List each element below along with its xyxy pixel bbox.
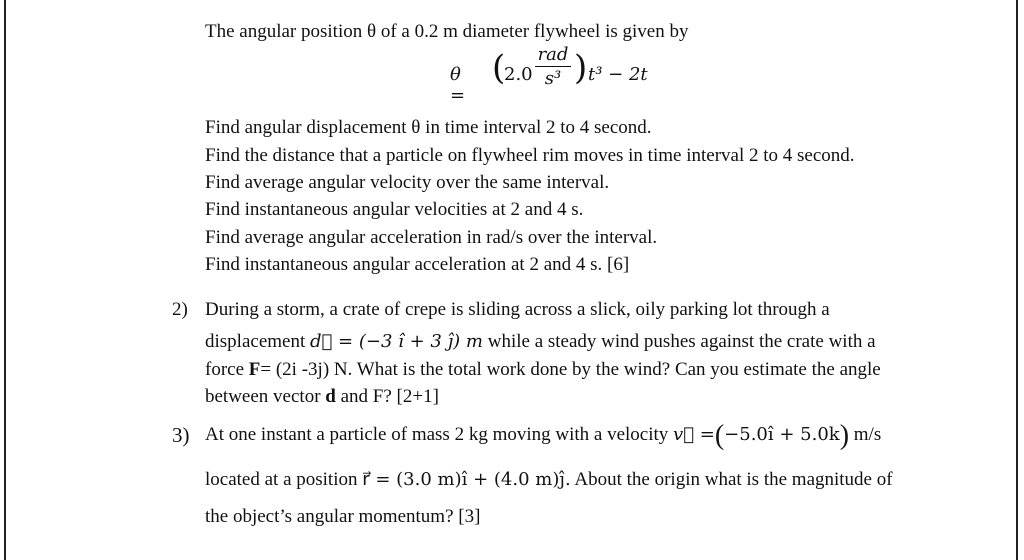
q2-line-2-a: displacement bbox=[205, 331, 306, 352]
eq-fraction bbox=[534, 44, 572, 89]
eq-numerator: rad bbox=[537, 44, 569, 65]
q3-line-1 bbox=[205, 420, 882, 451]
q3-number: 3) bbox=[172, 423, 190, 447]
task-3: Find average angular velocity over the same interval. bbox=[205, 172, 610, 193]
eq-coef: 2.0 bbox=[504, 64, 533, 85]
task-6: Find instantaneous angular acceleration at 2 and 4 s. [6] bbox=[205, 254, 630, 275]
q3-line-2-b: About the origin what is the magnitude of bbox=[574, 469, 893, 490]
q3-velocity-symbol: v⃗ = bbox=[673, 424, 715, 445]
q2-d-symbol: d bbox=[325, 386, 336, 407]
q2-line-4 bbox=[205, 386, 439, 408]
q3-line-3: the object’s angular momentum? [3] bbox=[205, 506, 481, 527]
q2-line-3-a: force bbox=[205, 359, 245, 380]
q2-line-3-b: = (2i -3j) N. What is the total work done by the wind? Can you estimate the angle bbox=[260, 359, 881, 380]
q3-close-paren: ) bbox=[839, 420, 850, 451]
q3-velocity-unit: m/s bbox=[853, 424, 882, 445]
q2-force-symbol: F bbox=[248, 359, 261, 380]
q2-line-4-b: and F? [2+1] bbox=[340, 386, 439, 407]
q2-line-3 bbox=[205, 359, 881, 381]
q3-line-1-a: At one instant a particle of mass 2 kg moving with a velocity bbox=[205, 424, 669, 445]
task-1: Find angular displacement θ in time interval 2 to 4 second. bbox=[205, 117, 652, 138]
q2-line-2 bbox=[205, 331, 876, 353]
q2-line-1: During a storm, a crate of crepe is sliding across a slick, oily parking lot through a bbox=[205, 299, 830, 320]
task-4: Find instantaneous angular velocities at 2 and 4 s. bbox=[205, 199, 584, 220]
q3-line-2-a: located at a position bbox=[205, 469, 358, 490]
q2-number: 2) bbox=[172, 299, 188, 320]
intro-text: The angular position θ of a 0.2 m diameter flywheel is given by bbox=[205, 21, 689, 42]
q2-displacement-vector: d⃗ = (−3 î + 3 ĵ) m bbox=[310, 331, 483, 352]
eq-open-paren: ( bbox=[492, 48, 506, 88]
q3-line-2 bbox=[205, 469, 893, 491]
left-border bbox=[4, 0, 6, 560]
task-5: Find average angular acceleration in rad/s over the interval. bbox=[205, 227, 658, 248]
task-2: Find the distance that a particle on flywheel rim moves in time interval 2 to 4 second. bbox=[205, 145, 855, 166]
q3-position-vector: r⃗ = (3.0 m)î + (4.0 m)ĵ. bbox=[362, 469, 571, 490]
eq-fraction-bar bbox=[535, 66, 571, 67]
eq-denominator: s³ bbox=[544, 68, 562, 89]
eq-rest: t³ − 2t bbox=[588, 64, 648, 85]
q3-open-paren: ( bbox=[714, 420, 725, 451]
right-border bbox=[1016, 0, 1018, 560]
q3-velocity-vector: −5.0î + 5.0k bbox=[724, 424, 840, 445]
eq-lhs: θ = bbox=[450, 64, 466, 106]
q2-line-2-b: while a steady wind pushes against the crate with a bbox=[487, 331, 876, 352]
q2-line-4-a: between vector bbox=[205, 386, 321, 407]
eq-close-paren: ) bbox=[574, 48, 588, 88]
